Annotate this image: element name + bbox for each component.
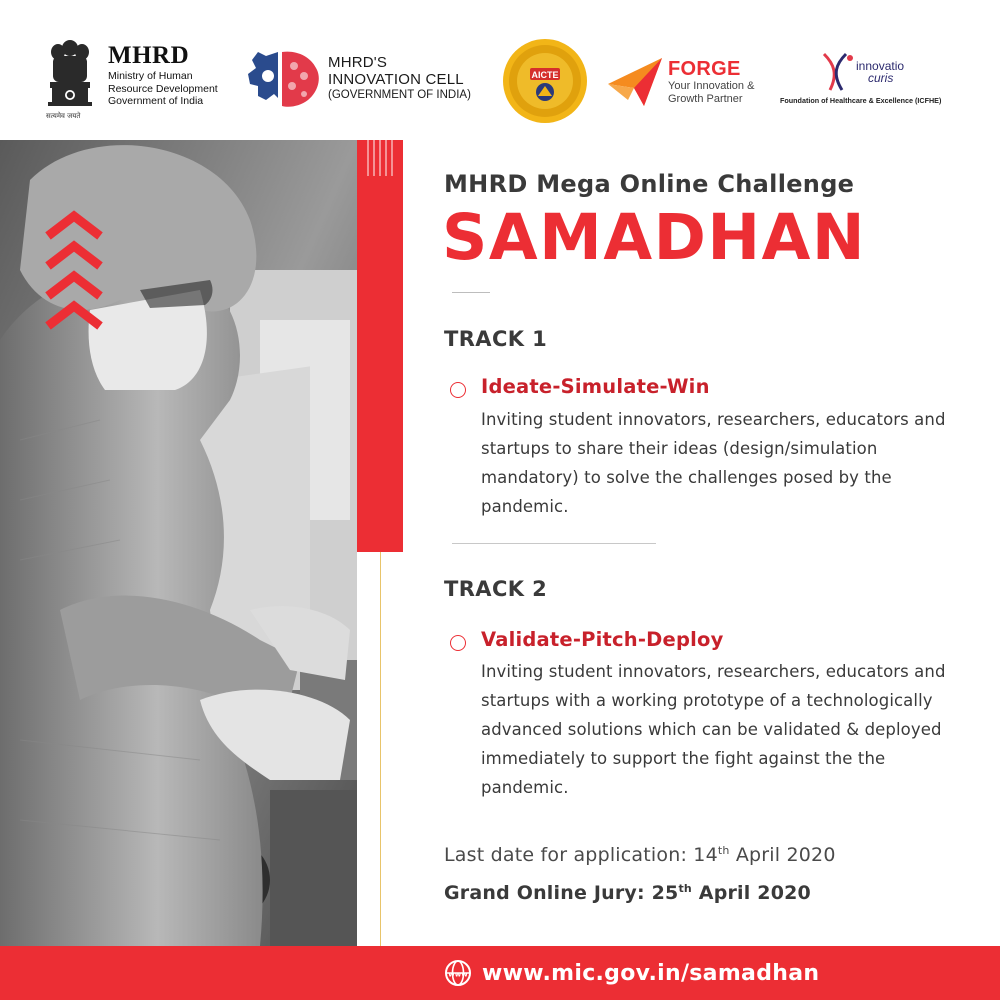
mhrd-line-1: Ministry of Human [108,70,193,82]
aicte-logo [500,36,590,126]
track-2-description: Inviting student innovators, researchers, educators and startups with a working prototype of a technologically advanced solutions which can be validated & deployed immediately to support the fight against the the pandemic. [481,662,946,797]
red-accent-bar [357,140,403,552]
jury-ordinal: th [678,882,692,895]
footer-bar [0,946,1000,1000]
innovation-cell-line-1: MHRD'S [328,54,388,71]
track-2-bullet-icon [450,635,466,651]
forge-line-2: Growth Partner [668,92,743,105]
jury-date [444,882,811,904]
footer-link[interactable] [444,958,819,988]
track-1-bullet-icon [450,382,466,398]
title-rule [452,292,490,293]
forge-logo [604,54,774,114]
forge-wordmark [668,58,754,105]
innovatio-wordmark [856,60,904,84]
challenge-title: SAMADHAN [442,201,867,274]
forge-line-1: Your Innovation & [668,80,755,92]
aicte-label: AICTE [531,70,559,80]
national-emblem-icon [44,38,96,118]
track-1-title: Ideate-Simulate-Win [481,375,710,398]
innovation-cell-line-2: INNOVATION CELL [328,71,464,88]
mhrd-wordmark [108,42,218,108]
chevron-up-icon [44,210,104,340]
track-divider [452,543,656,544]
innovatio-subtitle: Foundation of Healthcare & Excellence (ICFHE) [780,96,942,105]
jury-label: Grand Online Jury: 25 [444,882,679,904]
lab-worker-photo [0,140,357,946]
track-2-heading: TRACK 2 [444,577,548,601]
track-2-title: Validate-Pitch-Deploy [481,628,724,651]
globe-icon [444,959,472,987]
aicte-seal-icon [500,36,590,126]
emblem-motto: सत्यमेव जयते [46,112,81,120]
mhrd-title: MHRD [108,42,190,69]
innovation-cell-logo [246,48,486,112]
track-1-heading: TRACK 1 [444,327,548,351]
application-deadline [444,844,836,866]
mhrd-line-2: Resource Development [108,82,218,95]
svg-text:www: www [448,970,468,979]
deadline-label: Last date for application: 14 [444,844,718,866]
innovatio-line-2: curis [868,71,894,85]
gear-brain-icon [246,48,322,112]
mhrd-logo [44,38,244,122]
deadline-rest: April 2020 [729,844,836,866]
logo-header [0,0,1000,140]
vertical-divider [380,552,381,946]
forge-title: FORGE [668,58,741,80]
innovation-cell-line-3: (GOVERNMENT OF INDIA) [328,89,471,101]
footer-url[interactable]: www.mic.gov.in/samadhan [482,960,820,986]
mhrd-line-3: Government of India [108,95,204,107]
deadline-ordinal: th [717,844,730,857]
dna-figure-icon [816,50,860,94]
innovatio-curis-logo [780,50,980,116]
innovation-cell-wordmark [328,54,471,103]
track-1-description: Inviting student innovators, researchers, educators and startups to share their ideas (design/simulation mandatory) to solve the challenges posed by the pandemic. [481,410,946,516]
innovatio-line-1: innovatio [856,59,905,73]
challenge-subtitle: MHRD Mega Online Challenge [444,170,855,198]
paper-plane-icon [604,54,668,110]
accent-stripes [360,140,400,176]
jury-rest: April 2020 [691,882,811,904]
